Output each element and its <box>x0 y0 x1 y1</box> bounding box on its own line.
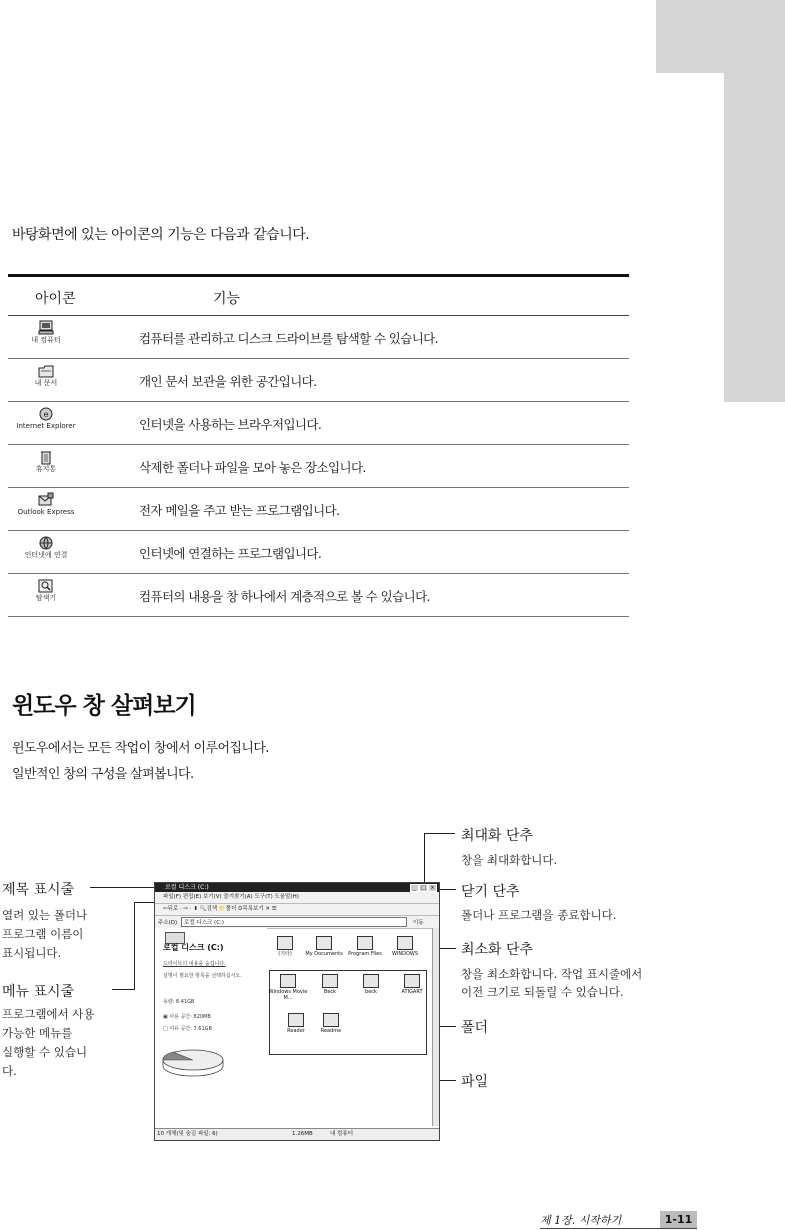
icon-table <box>8 274 629 617</box>
table-row <box>8 316 629 359</box>
maximize-button[interactable]: □ <box>419 884 428 892</box>
left-pane-link[interactable]: 드라이브의 내용을 숨깁니다. <box>163 961 226 967</box>
row-description: 인터넷을 사용하는 브라우저입니다. <box>139 417 322 432</box>
scrollbar[interactable] <box>432 928 439 1126</box>
recycle-bin-icon <box>16 449 76 473</box>
row-description: 개인 문서 보관을 위한 공간입니다. <box>139 374 317 389</box>
menubar-line-3: 실행할 수 있습니 <box>2 1045 88 1059</box>
row-description: 삭제한 폴더나 파일을 모아 놓은 장소입니다. <box>139 460 366 475</box>
icon-label: 휴지통 <box>35 465 57 473</box>
menubar-line-2: 가능한 메뉴를 <box>2 1026 73 1040</box>
folder-item[interactable]: Program Files <box>344 936 386 957</box>
footer-chapter: 제 1장. 시작하기 <box>540 1214 622 1227</box>
file-item[interactable]: Windows Movie M... <box>267 974 309 1001</box>
row-description: 컴퓨터의 내용을 창 하나에서 계층적으로 볼 수 있습니다. <box>139 589 430 604</box>
chapter-tab-top <box>656 0 785 73</box>
window-toolbar[interactable]: ⇦뒤로 · ⇨ · ⬆ 🔍검색 📁폴더 ⏲목록보기 ✕ ☰ <box>155 904 439 916</box>
folder-item[interactable]: My Documents <box>303 936 345 957</box>
section-line-2: 일반적인 창의 구성을 살펴봅니다. <box>12 767 194 782</box>
folder-title: 폴더 <box>461 1020 489 1036</box>
minimize-desc-1: 창을 최소화합니다. 작업 표시줄에서 <box>461 967 643 981</box>
close-desc: 폴더나 프로그램을 종료합니다. <box>461 908 617 922</box>
file-title: 파일 <box>461 1074 489 1090</box>
go-button[interactable]: 이동 <box>413 920 424 926</box>
window-menubar[interactable]: 파일(F) 편집(E) 보기(V) 즐겨찾기(A) 도구(T) 도움말(H) <box>155 892 439 904</box>
my-computer-icon <box>16 320 76 344</box>
file-item[interactable]: Reader <box>275 1013 317 1034</box>
menubar-line-1: 프로그램에서 사용 <box>2 1007 95 1021</box>
folder-item[interactable]: WINDOWS <box>384 936 426 957</box>
table-row <box>8 574 629 617</box>
folder-item[interactable]: (기타) <box>264 936 306 957</box>
left-pane-used: ▣ 사용 공간: 820MB <box>163 1014 211 1020</box>
internet-explorer-icon <box>16 406 76 430</box>
section-line-1: 윈도우에서는 모든 작업이 창에서 이루어집니다. <box>12 741 269 756</box>
file-item[interactable]: beck <box>350 974 392 995</box>
row-description: 컴퓨터를 관리하고 디스크 드라이브를 탐색할 수 있습니다. <box>139 331 439 346</box>
drive-title: 로컬 디스크 (C:) <box>163 943 224 952</box>
left-pane-capacity: 용량: 8.41GB <box>163 999 195 1005</box>
intro-text: 바탕화면에 있는 아이콘의 기능은 다음과 같습니다. <box>12 227 310 243</box>
explorer-icon <box>16 578 76 602</box>
table-row <box>8 488 629 531</box>
close-title: 닫기 단추 <box>461 884 520 900</box>
left-pane-hint: 설명이 필요한 항목을 선택하십시오. <box>163 973 242 979</box>
table-row <box>8 531 629 574</box>
status-count: 10 개체(및 숨김 파일: 6) <box>157 1131 218 1137</box>
statusbar <box>155 1128 439 1140</box>
table-header <box>8 277 629 316</box>
file-item[interactable]: Beck <box>309 974 351 995</box>
status-size: 1.26MB <box>292 1131 313 1137</box>
footer-page: 1-11 <box>660 1211 697 1228</box>
menubar-line-4: 다. <box>2 1064 17 1078</box>
row-description: 전자 메일을 주고 받는 프로그램입니다. <box>139 503 340 518</box>
titlebar-line-1: 열려 있는 폴더나 <box>2 908 88 922</box>
table-row <box>8 402 629 445</box>
minimize-desc-2: 이전 크기로 되돌릴 수 있습니다. <box>461 985 624 999</box>
window-title: 로컬 디스크 (C:) <box>165 884 209 891</box>
titlebar-title: 제목 표시줄 <box>2 882 75 898</box>
internet-connection-icon <box>16 535 76 559</box>
menubar-title: 메뉴 표시줄 <box>2 984 75 1000</box>
minimize-title: 최소화 단추 <box>461 942 534 958</box>
address-input[interactable]: 로컬 디스크 (C:) <box>181 917 407 927</box>
icon-label: Internet Explorer <box>16 422 76 430</box>
window-titlebar <box>155 883 439 892</box>
file-item[interactable]: Readme <box>310 1013 352 1034</box>
titlebar-line-3: 표시됩니다. <box>2 946 62 960</box>
left-pane <box>155 928 267 1126</box>
maximize-desc: 창을 최대화합니다. <box>461 853 558 867</box>
minimize-button[interactable]: _ <box>410 884 419 892</box>
table-row <box>8 445 629 488</box>
maximize-title: 최대화 단추 <box>461 828 534 844</box>
icon-label: 내 문서 <box>34 379 58 387</box>
footer-rule <box>540 1228 697 1229</box>
row-description: 인터넷에 연결하는 프로그램입니다. <box>139 546 322 561</box>
icon-label: 인터넷에 연결 <box>24 551 68 559</box>
file-item[interactable]: ATIGART <box>391 974 433 995</box>
outlook-express-icon <box>16 492 76 516</box>
left-pane-free: □ 여유 공간: 7.61GB <box>163 1026 212 1032</box>
svg-text:e: e <box>43 410 49 419</box>
header-icon: 아이콘 <box>35 291 76 307</box>
window-screenshot <box>154 882 440 1141</box>
status-location: 내 컴퓨터 <box>330 1131 354 1137</box>
icon-label: 탐색기 <box>35 594 57 602</box>
chapter-tab-side <box>724 73 785 402</box>
address-label: 주소(D) <box>158 920 178 926</box>
my-documents-icon <box>16 363 76 387</box>
icon-label: 내 컴퓨터 <box>31 336 61 344</box>
close-button[interactable]: × <box>428 884 437 892</box>
disk-pie-chart <box>161 1042 225 1078</box>
table-row <box>8 359 629 402</box>
header-function: 기능 <box>213 291 241 307</box>
titlebar-line-2: 프로그램 이름이 <box>2 927 84 941</box>
icon-label: Outlook Express <box>17 508 75 516</box>
section-title: 윈도우 창 살펴보기 <box>12 693 196 719</box>
